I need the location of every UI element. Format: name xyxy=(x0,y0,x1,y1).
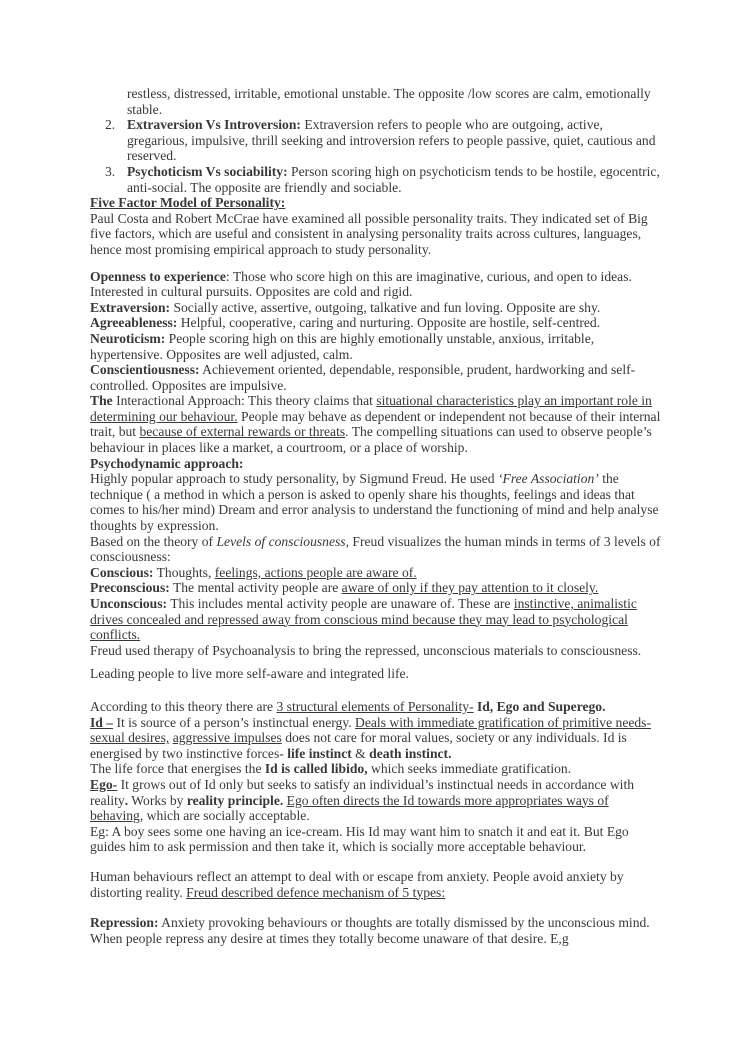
text-run: reality principle. xyxy=(186,792,284,808)
paragraph xyxy=(90,565,665,581)
paragraph-spacer xyxy=(90,258,665,269)
document-content xyxy=(90,86,665,946)
paragraph xyxy=(90,580,665,596)
text-run: It is source of a person’s instinctual energy. xyxy=(113,714,356,730)
text-run: Five Factor Model of Personality: xyxy=(90,195,286,211)
text-run: & xyxy=(351,745,370,761)
text-run: Conscious: xyxy=(90,564,154,580)
list-item xyxy=(90,164,665,195)
paragraph xyxy=(90,643,665,659)
text-run: , which are socially acceptable. xyxy=(139,808,310,824)
paragraph xyxy=(90,315,665,331)
text-run: Extraversion Vs Introversion: xyxy=(127,117,301,133)
text-run: Psychoticism Vs sociability: xyxy=(127,163,288,179)
text-run: Id is called libido, xyxy=(264,761,368,777)
text-run: Preconscious: xyxy=(90,580,170,596)
paragraph xyxy=(90,915,665,946)
paragraph xyxy=(90,300,665,316)
text-run: ‘Free Association’ xyxy=(498,471,599,487)
text-run: Ego- xyxy=(90,776,118,792)
text-run: Extraversion refers to people who are outgoing, active, gregarious, impulsive, thrill seeking and introversion refers to people passive, quiet, cautious and reserved. xyxy=(127,117,656,164)
text-run: situational characteristics play an important role in determining our behaviour. xyxy=(90,393,652,424)
text-run: because of external rewards or threats xyxy=(139,424,346,440)
text-run: Paul Costa and Robert McCrae have examined all possible personality traits. They indicated set of Big five factors, which are useful and consistent in analysing personality traits across cultures, languages, hence most promising empirical approach to study personality. xyxy=(90,210,648,257)
text-run: Leading people to live more self-aware and integrated life. xyxy=(90,666,409,682)
text-run: People scoring high on this are highly emotionally unstable, anxious, irritable, hypertensive. Opposites are well adjusted, calm. xyxy=(90,330,595,362)
text-run: According to this theory there are xyxy=(90,698,277,714)
text-run: Socially active, assertive, outgoing, talkative and fun loving. Opposite are shy. xyxy=(170,299,601,315)
paragraph xyxy=(90,195,665,211)
text-run: Repression: xyxy=(90,915,159,931)
text-run: This includes mental activity people are unaware of. These are xyxy=(167,596,514,611)
paragraph xyxy=(90,699,665,715)
text-run: Id, Ego and Superego. xyxy=(476,698,606,714)
paragraph xyxy=(90,869,665,900)
text-run: People may behave as dependent or independent not because of their internal trait, but xyxy=(90,408,661,440)
text-run: Anxiety provoking behaviours or thoughts are totally dismissed by the unconscious mind. When people repress any desire at times they totally become unaware of that desire. E,g xyxy=(90,915,650,946)
text-run: Human behaviours reflect an attempt to deal with or escape from anxiety. People avoid anxiety by distorting reality. xyxy=(90,868,624,900)
paragraph xyxy=(90,715,665,762)
text-run: Based on the theory of xyxy=(90,533,217,549)
text-run: Freud used therapy of Psychoanalysis to bring the repressed, unconscious materials to consciousness. xyxy=(90,642,642,658)
text-run: does not care for moral values, society or any individuals. Id is energised by two instinctive forces- xyxy=(90,730,627,761)
paragraph-spacer xyxy=(90,682,665,699)
paragraph xyxy=(90,211,665,258)
text-run: The xyxy=(90,393,113,409)
text-run: aggressive impulses xyxy=(172,730,282,746)
text-run: Neuroticism: xyxy=(90,330,166,346)
text-run: Ego often directs the Id towards more appropriates ways of behaving xyxy=(90,792,609,824)
text-run: It grows out of Id only but seeks to satisfy an individual’s instinctual needs in accordance with reality xyxy=(90,776,635,808)
text-run: Achievement oriented, dependable, responsible, prudent, hardworking and self-controlled. Opposites are impulsive. xyxy=(90,362,636,393)
paragraph xyxy=(90,596,665,643)
text-run: instinctive, animalistic drives concealed and repressed away from conscious mind because they may lead to psychological conflicts. xyxy=(90,596,637,643)
text-run: feelings, actions people are aware of. xyxy=(214,564,417,580)
text-run: Works by xyxy=(128,792,187,808)
paragraph-spacer xyxy=(90,855,665,869)
text-run: Unconscious: xyxy=(90,596,168,611)
paragraph xyxy=(90,456,665,472)
text-run: Freud described defence mechanism of 5 types: xyxy=(186,884,446,900)
paragraph xyxy=(90,331,665,362)
text-run: Id – xyxy=(90,714,114,730)
text-run: Openness to experience xyxy=(90,268,226,284)
paragraph-spacer xyxy=(90,900,665,915)
paragraph xyxy=(90,534,665,565)
list-number: 3. xyxy=(105,163,116,179)
text-run: Eg: A boy sees some one having an ice-cream. His Id may want him to snatch it and eat it. But Ego guides him to ask permission and then take it, which is socially more acceptable behaviour. xyxy=(90,823,629,855)
text-run: Extraversion: xyxy=(90,299,171,315)
text-run: Conscientiousness: xyxy=(90,362,200,378)
text-run: Highly popular approach to study personality, by Sigmund Freud. He used xyxy=(90,471,499,487)
text-run: Freud visualizes the human minds in terms of 3 levels of consciousness: xyxy=(90,533,661,565)
paragraph xyxy=(90,777,665,824)
text-run: The mental activity people are xyxy=(169,580,342,596)
text-run: life instinct xyxy=(287,745,352,761)
paragraph xyxy=(90,471,665,533)
text-run: the technique ( a method in which a person is asked to openly share his thoughts, feelings and ideas that comes to his/her mind) Dream and error analysis to understand the functioning of mind and help analyse thoughts by expression. xyxy=(90,471,659,534)
text-run: The life force that energises the xyxy=(90,761,265,777)
paragraph xyxy=(90,393,665,455)
list-item xyxy=(90,86,665,117)
text-run: restless, distressed, irritable, emotional unstable. The opposite /low scores are calm, emotionally stable. xyxy=(127,86,651,117)
text-run: Agreeableness: xyxy=(90,315,178,331)
paragraph xyxy=(90,824,665,855)
text-run: 3 structural elements of Personality- xyxy=(276,698,474,714)
paragraph xyxy=(90,761,665,777)
paragraph xyxy=(90,666,665,682)
text-run: Helpful, cooperative, caring and nurturing. Opposite are hostile, self-centred. xyxy=(177,315,601,331)
text-run: death instinct. xyxy=(369,745,452,761)
list-item xyxy=(90,117,665,164)
text-run: which seeks immediate gratification. xyxy=(367,761,572,777)
paragraph xyxy=(90,362,665,393)
text-run: . xyxy=(124,792,129,808)
text-run: Interactional Approach: This theory claims that xyxy=(112,393,377,409)
list-number: 2. xyxy=(105,117,116,133)
text-run: : Those who score high on this are imaginative, curious, and open to ideas. Interested in cultural pursuits. Opposites are cold and rigid. xyxy=(90,268,632,300)
text-run: aware of only if they pay attention to it closely. xyxy=(341,580,599,596)
text-run: Deals with immediate gratification of primitive needs- sexual desires, xyxy=(90,714,651,746)
paragraph-spacer xyxy=(90,658,665,666)
text-run: . The compelling situations can used to observe people’s behaviour in places like a market, a courtroom, or a place of worship. xyxy=(90,424,652,456)
paragraph xyxy=(90,269,665,300)
text-run: Levels of consciousness, xyxy=(216,533,349,549)
text-run: Person scoring high on psychoticism tends to be hostile, egocentric, anti-social. The opposite are friendly and sociable. xyxy=(127,163,660,195)
text-run: Psychodynamic approach: xyxy=(90,455,244,471)
text-run: Thoughts, xyxy=(153,564,215,580)
